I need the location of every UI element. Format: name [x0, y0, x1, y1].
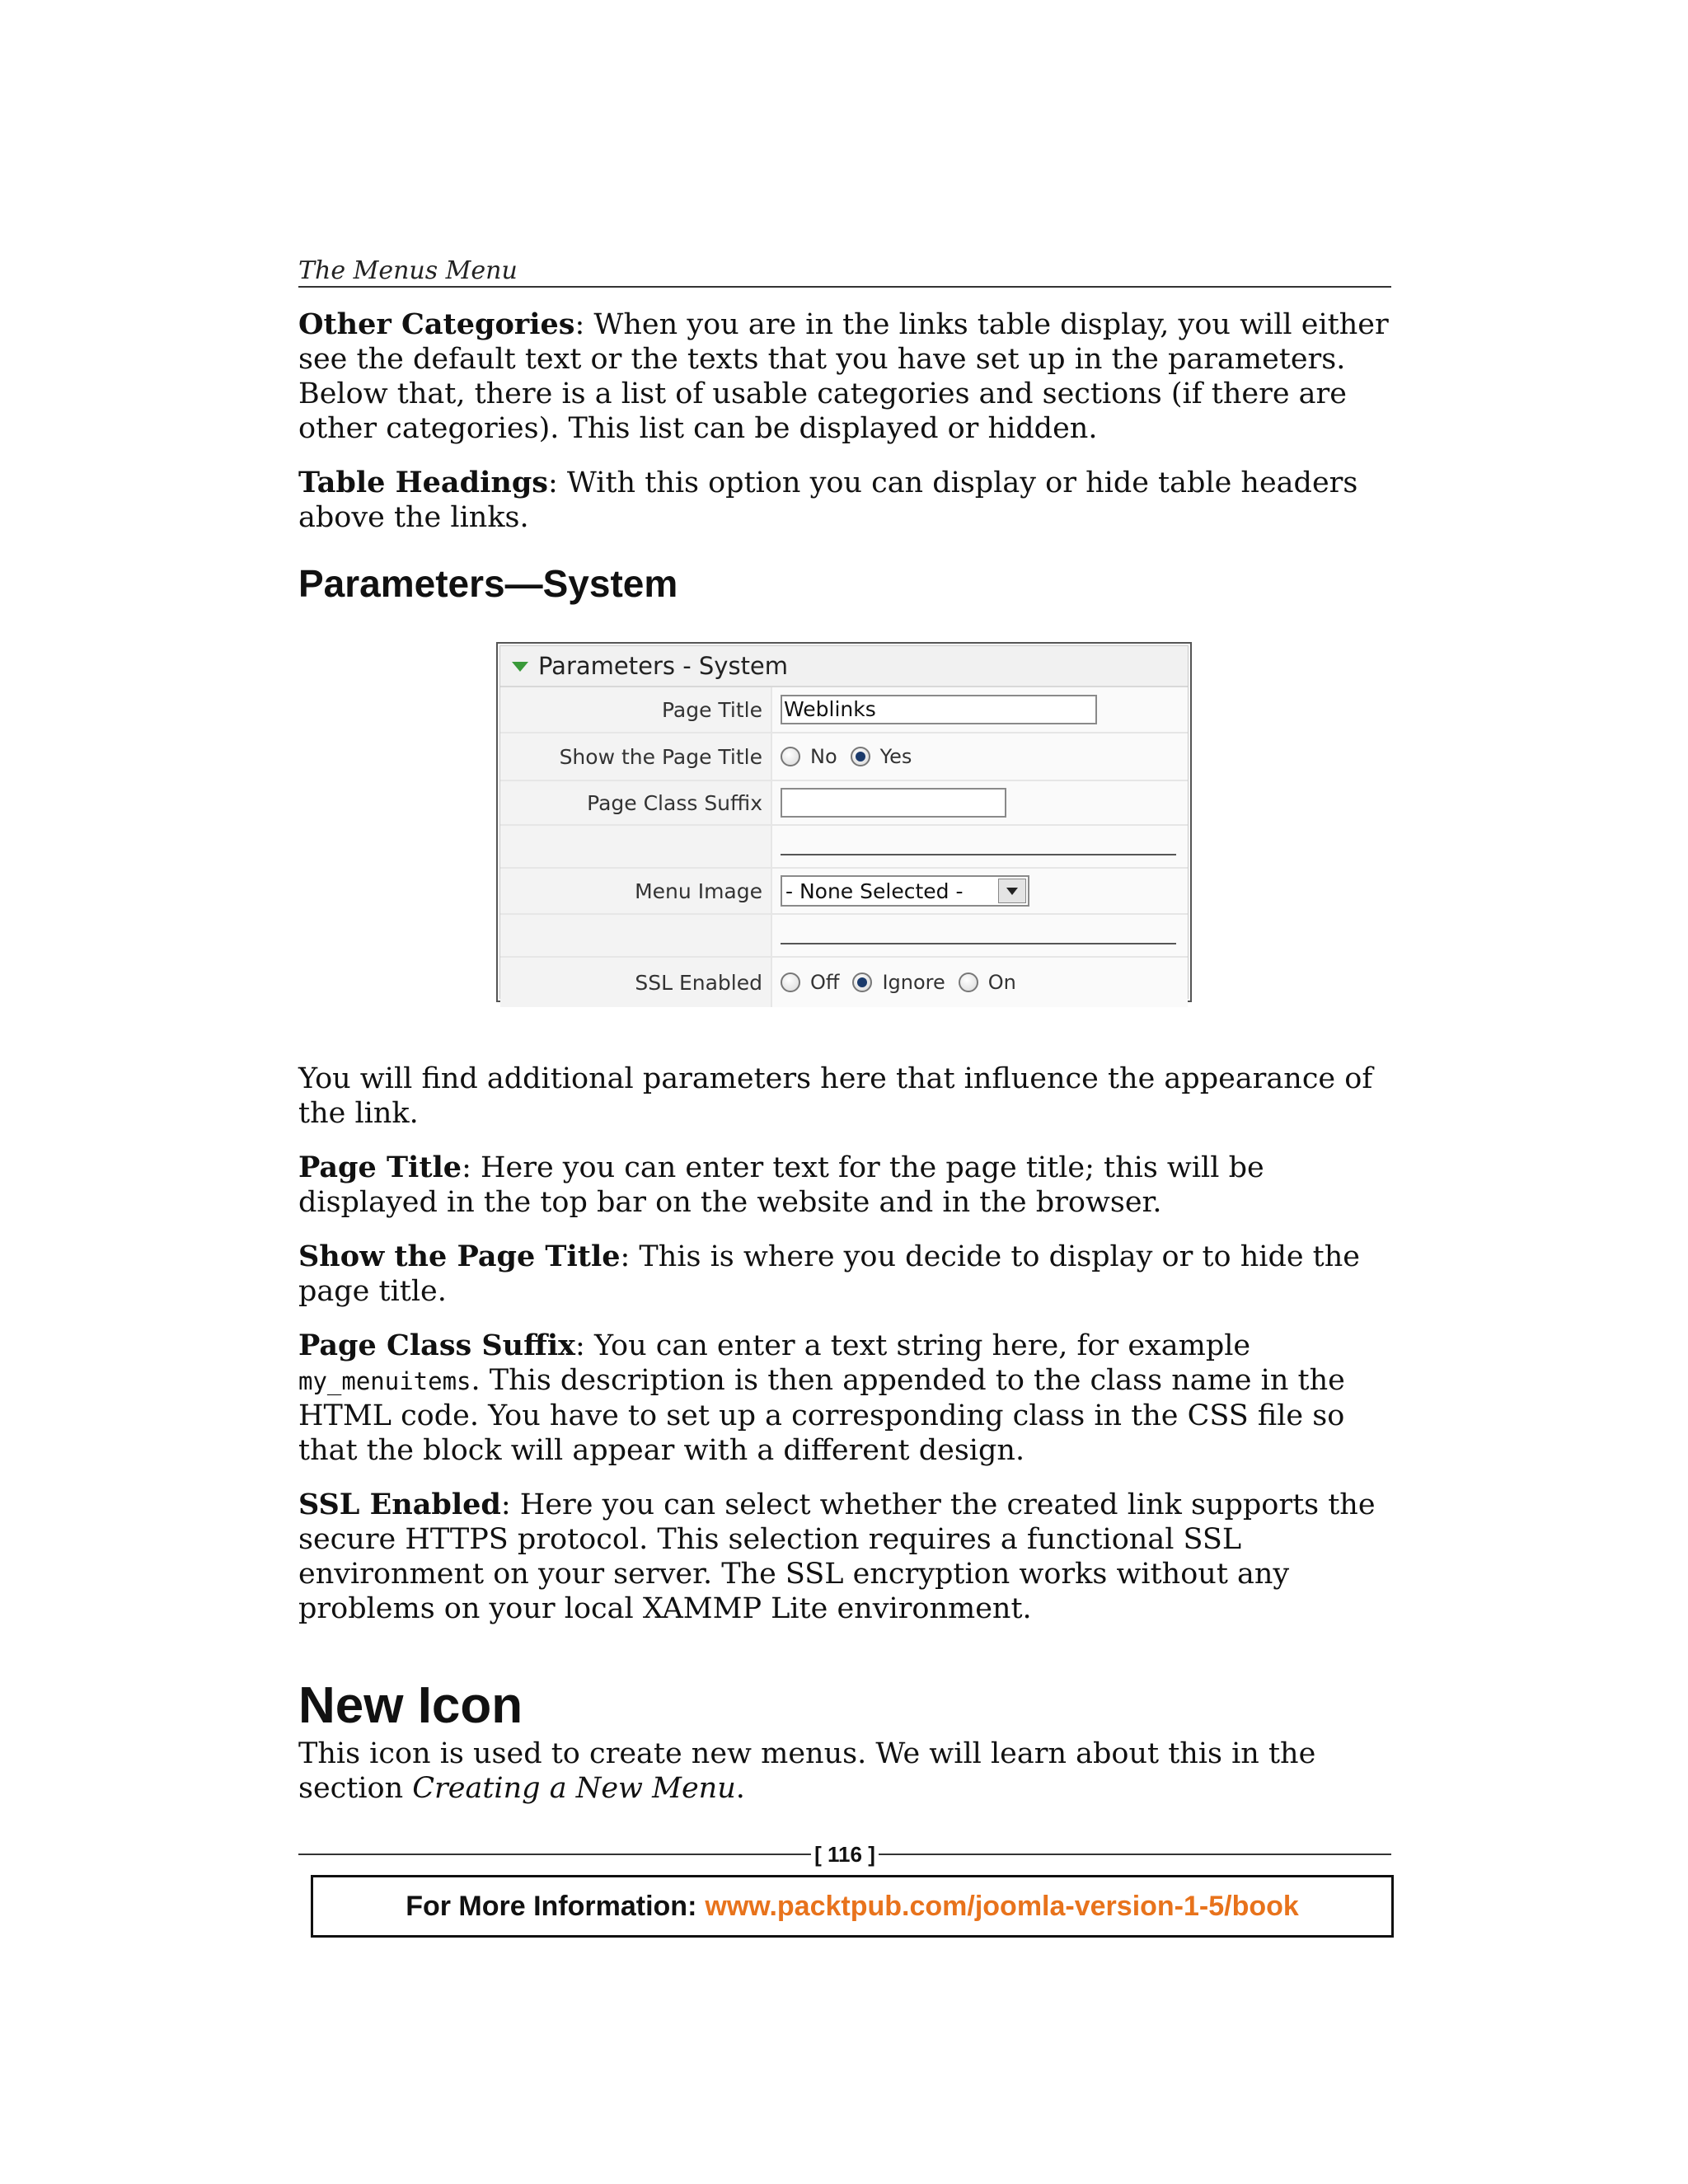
- label-page-class-suffix: Page Class Suffix: [500, 781, 772, 824]
- term-table-headings: Table Headings: [298, 466, 549, 499]
- paragraph-additional: You will find additional parameters here that influence the appearance of the link.: [298, 1062, 1373, 1130]
- row-page-title: [500, 687, 1188, 733]
- parameters-system-screenshot: [496, 642, 1192, 1002]
- chevron-down-icon[interactable]: [998, 879, 1026, 903]
- page-class-suffix-input[interactable]: [781, 788, 1006, 818]
- paragraph-show-page-title: [298, 1240, 1391, 1309]
- text-class-suffix-after: . This description is then appended to the class name in the HTML code. You have to set up a corresponding class in the CSS file so that the block will appear with a different design.: [298, 1364, 1345, 1467]
- menu-image-select[interactable]: [781, 875, 1029, 907]
- radio-ssl-off[interactable]: Off: [781, 971, 839, 994]
- text-new-icon: This icon is used to create new menus. We will learn about this in the section: [298, 1737, 1316, 1805]
- term-page-class-suffix: Page Class Suffix: [298, 1329, 576, 1362]
- paragraph-page-class-suffix: [298, 1329, 1391, 1468]
- text-class-suffix-before: : You can enter a text string here, for example: [575, 1329, 1251, 1362]
- running-header: The Menus Menu: [298, 257, 1391, 288]
- footer-link[interactable]: www.packtpub.com/joomla-version-1-5/book: [705, 1890, 1299, 1922]
- code-example: my_menuitems: [298, 1367, 471, 1395]
- label-ssl-enabled: SSL Enabled: [500, 958, 772, 1007]
- heading-new-icon: New Icon: [298, 1677, 523, 1734]
- page-title-input[interactable]: Weblinks: [781, 695, 1097, 724]
- footer-info-box: [311, 1875, 1394, 1938]
- row-separator-2: [500, 915, 1188, 958]
- text-other-categories: : When you are in the links table display, you will either see the default text or the texts that you have set up in the parameters. Below that, there is a list of usable categories and sections (if there are other categories). This list can be displayed or hidden.: [298, 308, 1389, 445]
- text-show-page-title: : This is where you decide to display or to hide the page title.: [298, 1240, 1361, 1308]
- paragraph-other-categories: [298, 307, 1391, 446]
- footer-label: For More Information:: [406, 1890, 697, 1922]
- term-page-title: Page Title: [298, 1151, 462, 1184]
- text-ssl-enabled: : Here you can select whether the created link supports the secure HTTPS protocol. This selection requires a functional SSL environment on your server. The SSL encryption works without any problems on your local XAMMP Lite environment.: [298, 1488, 1376, 1625]
- radio-show-title-no[interactable]: No: [781, 745, 837, 768]
- row-menu-image: [500, 869, 1188, 915]
- paragraph-page-title: [298, 1151, 1391, 1220]
- row-show-page-title: [500, 733, 1188, 781]
- label-show-page-title: Show the Page Title: [500, 733, 772, 780]
- radio-ssl-ignore[interactable]: Ignore: [852, 971, 945, 994]
- separator-line: [781, 854, 1176, 855]
- panel-title: Parameters - System: [538, 652, 789, 680]
- text-page-title: : Here you can enter text for the page title; this will be displayed in the top bar on the website and in the browser.: [298, 1151, 1264, 1219]
- panel-header[interactable]: [500, 646, 1188, 687]
- row-separator-1: [500, 826, 1188, 869]
- radio-ssl-on[interactable]: On: [959, 971, 1016, 994]
- label-page-title: Page Title: [500, 687, 772, 732]
- row-ssl-enabled: [500, 958, 1188, 1007]
- page-number: [ 116 ]: [814, 1841, 875, 1867]
- paragraph-table-headings: [298, 466, 1391, 535]
- radio-show-title-yes[interactable]: Yes: [851, 745, 912, 768]
- paragraph-ssl-enabled: [298, 1488, 1391, 1626]
- term-show-page-title: Show the Page Title: [298, 1240, 621, 1273]
- term-other-categories: Other Categories: [298, 307, 575, 341]
- row-page-class-suffix: [500, 781, 1188, 826]
- collapse-triangle-icon[interactable]: [512, 662, 528, 672]
- paragraph-new-icon: This icon is used to create new menus. We will learn about this in the section Creating a New Menu.: [298, 1737, 1316, 1805]
- menu-image-selected: - None Selected -: [785, 879, 964, 903]
- reference-creating-new-menu: Creating a New Menu: [412, 1772, 736, 1805]
- text-table-headings: : With this option you can display or hide table headers above the links.: [298, 466, 1358, 534]
- term-ssl-enabled: SSL Enabled: [298, 1488, 501, 1521]
- label-menu-image: Menu Image: [500, 869, 772, 913]
- section-title: Parameters—System: [298, 562, 678, 605]
- page-number-bar: [298, 1838, 1391, 1871]
- page-body: [298, 257, 1391, 1825]
- separator-line: [781, 943, 1176, 944]
